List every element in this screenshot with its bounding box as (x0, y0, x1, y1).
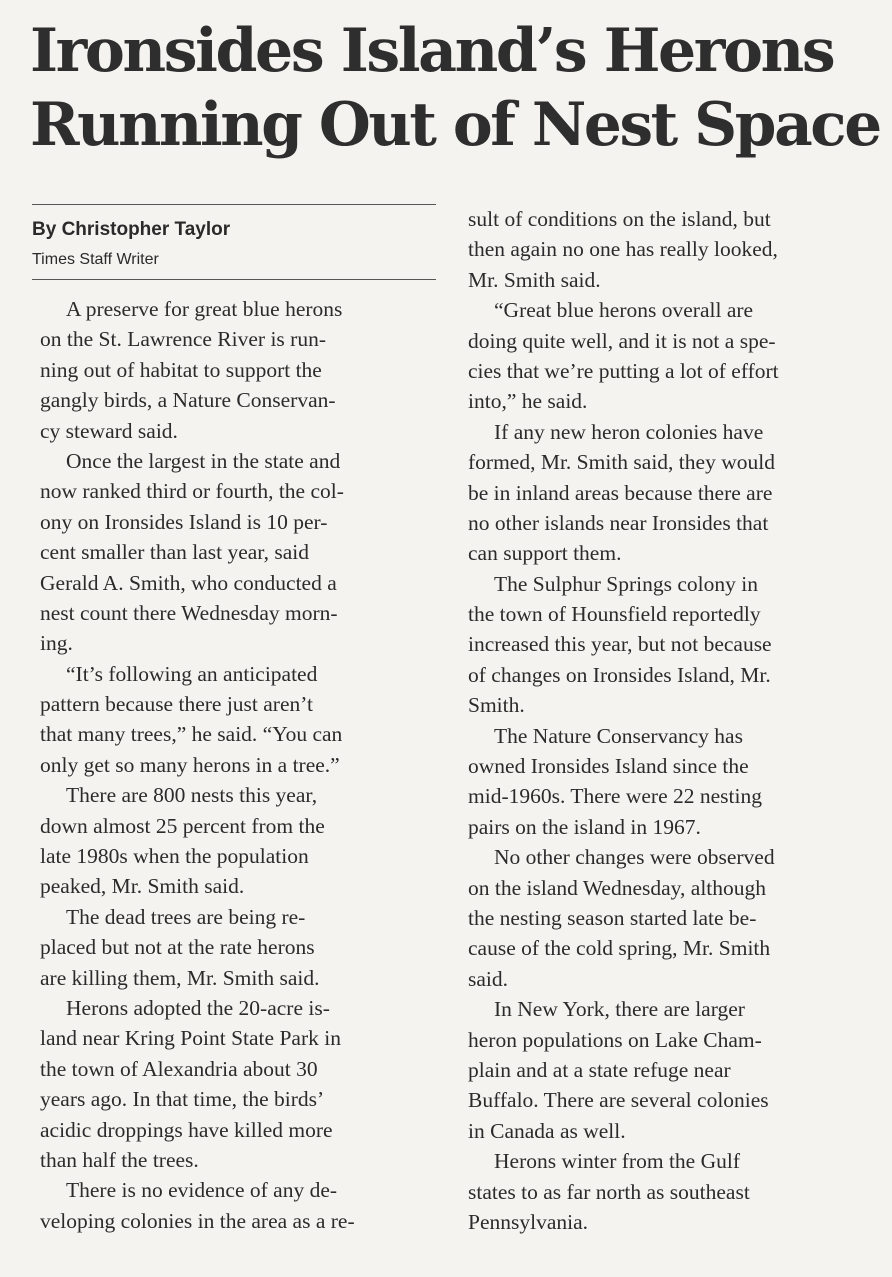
article-text-line: Smith. (468, 693, 525, 718)
article-text-line: The Sulphur Springs colony in (494, 571, 758, 596)
article-text-line: can support them. (468, 541, 622, 566)
article-text-line: of changes on Ironsides Island, Mr. (468, 662, 771, 687)
article-text-line: “Great blue herons overall are (494, 298, 754, 323)
article-text-line: increased this year, but not because (468, 632, 772, 657)
article-text-line: Herons adopted the 20-acre is- (66, 995, 330, 1020)
article-text-line: cies that we’re putting a lot of effort (468, 358, 779, 383)
article-text-line: are killing them, Mr. Smith said. (40, 965, 320, 990)
article-text-line: cent smaller than last year, said (40, 540, 309, 565)
article-text-line: owned Ironsides Island since the (468, 754, 749, 779)
article-column-2 (468, 204, 876, 1237)
article-text-line: the town of Alexandria about 30 (40, 1056, 318, 1081)
article-text-line: mid-1960s. There were 22 nesting (468, 784, 762, 809)
article-column-1 (40, 294, 446, 1236)
article-text-line: down almost 25 percent from the (40, 813, 325, 838)
article-text-line: The Nature Conservancy has (494, 723, 743, 748)
article-text-line: “It’s following an anticipated (66, 661, 318, 686)
article-text-line: ony on Ironsides Island is 10 per- (40, 509, 328, 534)
article-text-line: in Canada as well. (468, 1118, 626, 1143)
article-text-line: cy steward said. (40, 418, 178, 443)
article-text-line: that many trees,” he said. “You can (40, 722, 343, 747)
article-text-line: Mr. Smith said. (468, 267, 601, 292)
byline-role: Times Staff Writer (32, 251, 159, 268)
article-text-line: the nesting season started late be- (468, 905, 757, 930)
article-text-line: cause of the cold spring, Mr. Smith (468, 936, 771, 961)
article-text-line: plain and at a state refuge near (468, 1057, 731, 1082)
article-text-line: heron populations on Lake Cham- (468, 1027, 762, 1052)
headline-line: Ironsides Island’s Herons (30, 16, 834, 86)
article-text-line: doing quite well, and it is not a spe- (468, 328, 776, 353)
article-text-line: If any new heron colonies have (494, 419, 764, 444)
article-text-line: A preserve for great blue herons (66, 297, 343, 321)
article-text-line: years ago. In that time, the birds’ (40, 1087, 325, 1112)
article-text-line: no other islands near Ironsides that (468, 510, 769, 535)
article-text-line: the town of Hounsfield reportedly (468, 602, 761, 627)
article-text-line: land near Kring Point State Park in (40, 1026, 341, 1051)
byline: By Christopher Taylor (32, 219, 231, 240)
article-text-line: into,” he said. (468, 389, 588, 414)
article-text-line: ning out of habitat to support the (40, 357, 322, 382)
article-text-line: Buffalo. There are several colonies (468, 1088, 769, 1113)
article-text-line: nest count there Wednesday morn- (40, 600, 338, 625)
article-text-line: There are 800 nests this year, (66, 783, 318, 808)
article-text-line: placed but not at the rate herons (40, 935, 315, 960)
article-text-line: No other changes were observed (494, 845, 775, 870)
byline-bottom-rule (32, 279, 436, 280)
article-text-line: peaked, Mr. Smith said. (40, 874, 245, 899)
article-text-line: There is no evidence of any de- (66, 1178, 338, 1203)
article-text-line: pairs on the island in 1967. (468, 814, 701, 839)
article-text-line: now ranked third or fourth, the col- (40, 479, 344, 504)
article-text-line: In New York, there are larger (494, 997, 745, 1022)
article-text-line: The dead trees are being re- (66, 904, 306, 929)
article-text-line: than half the trees. (40, 1147, 199, 1172)
article-text-line: Herons winter from the Gulf (494, 1149, 740, 1174)
article-text-line: then again no one has really looked, (468, 237, 778, 262)
article-text-line: on the island Wednesday, although (468, 875, 767, 900)
article-text-line: states to as far north as southeast (468, 1179, 750, 1204)
byline-top-rule (32, 204, 436, 205)
article-text-line: pattern because there just aren’t (40, 692, 314, 717)
article-text-line: Once the largest in the state and (66, 448, 341, 473)
article-text-line: Pennsylvania. (468, 1209, 589, 1234)
article-text-line: ing. (40, 631, 73, 656)
headline-line: Running Out of Nest Space (30, 90, 880, 160)
article-text-line: be in inland areas because there are (468, 480, 773, 505)
headline (30, 14, 880, 162)
article-text-line: acidic droppings have killed more (40, 1117, 333, 1142)
article-text-line: late 1980s when the population (40, 844, 309, 869)
article-text-line: Gerald A. Smith, who conducted a (40, 570, 337, 595)
article-text-line: formed, Mr. Smith said, they would (468, 450, 775, 475)
article-text-line: sult of conditions on the island, but (468, 207, 771, 231)
article-text-line: gangly birds, a Nature Conservan- (40, 388, 336, 413)
article-text-line: said. (468, 966, 509, 991)
article-text-line: only get so many herons in a tree.” (40, 752, 340, 777)
article-text-line: on the St. Lawrence River is run- (40, 327, 326, 352)
article-text-line: veloping colonies in the area as a re- (40, 1208, 355, 1233)
